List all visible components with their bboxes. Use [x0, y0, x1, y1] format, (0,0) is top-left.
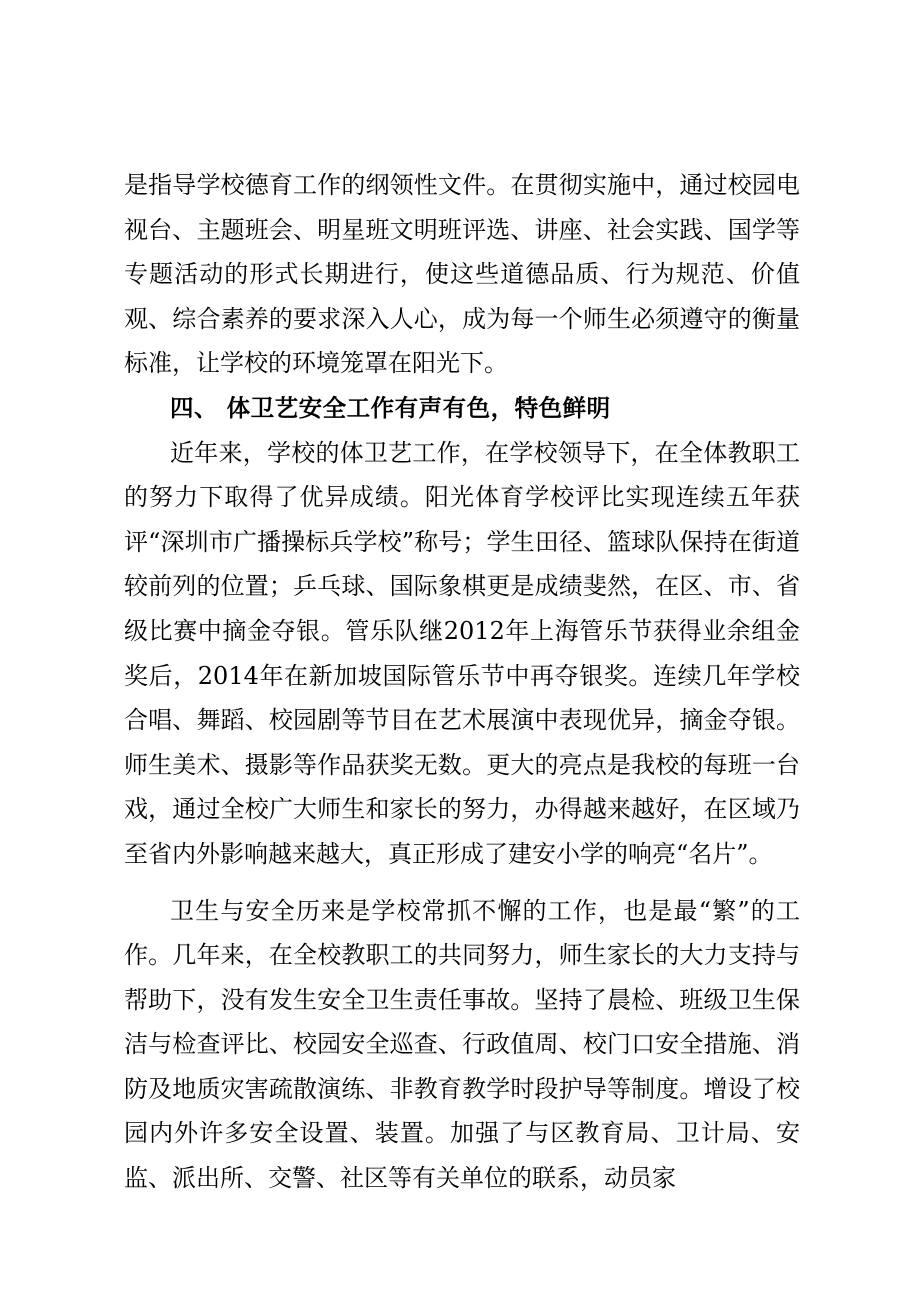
- section-heading-four: 四、 体卫艺安全工作有声有色，特色鲜明: [170, 393, 611, 422]
- paragraph-health-safety: 卫生与安全历来是学校常抓不懈的工作，也是最“繁”的工作。几年来，在全校教职工的共同努力，师生家长的大力支持与帮助下，没有发生安全卫生责任事故。坚持了晨检、班级卫生保洁与检查评比、校园安全巡查、行政值周、校门口安全措施、消防及地质灾害疏散演练、非教育教学时段护导等制度。增设了校园内外许多安全设置、装置。加强了与区教育局、卫计局、安监、派出所、交警、社区等有关单位的联系，动员家: [124, 896, 800, 1193]
- paragraph-moral-education: 是指导学校德育工作的纲领性文件。在贯彻实施中，通过校园电视台、主题班会、明星班文明班评选、讲座、社会实践、国学等专题活动的形式长期进行，使这些道德品质、行为规范、价值观、综合素养的要求深入人心，成为每一个师生必须遵守的衡量标准，让学校的环境笼罩在阳光下。: [124, 171, 800, 378]
- paragraph-sports-arts: 近年来，学校的体卫艺工作，在学校领导下，在全体教职工的努力下取得了优异成绩。阳光体育学校评比实现连续五年获评“深圳市广播操标兵学校”称号；学生田径、篮球队保持在街道较前列的位置；乒乓球、国际象棋更是成绩斐然，在区、市、省级比赛中摘金夺银。管乐队继2012年上海管乐节获得业余组金奖后，2014年在新加坡国际管乐节中再夺银奖。连续几年学校合唱、舞蹈、校园剧等节目在艺术展演中表现优异，摘金夺银。师生美术、摄影等作品获奖无数。更大的亮点是我校的每班一台戏，通过全校广大师生和家长的努力，办得越来越好，在区域乃至省内外影响越来越大，真正形成了建安小学的响亮“名片”。: [124, 438, 800, 868]
- document-body: [124, 163, 800, 1201]
